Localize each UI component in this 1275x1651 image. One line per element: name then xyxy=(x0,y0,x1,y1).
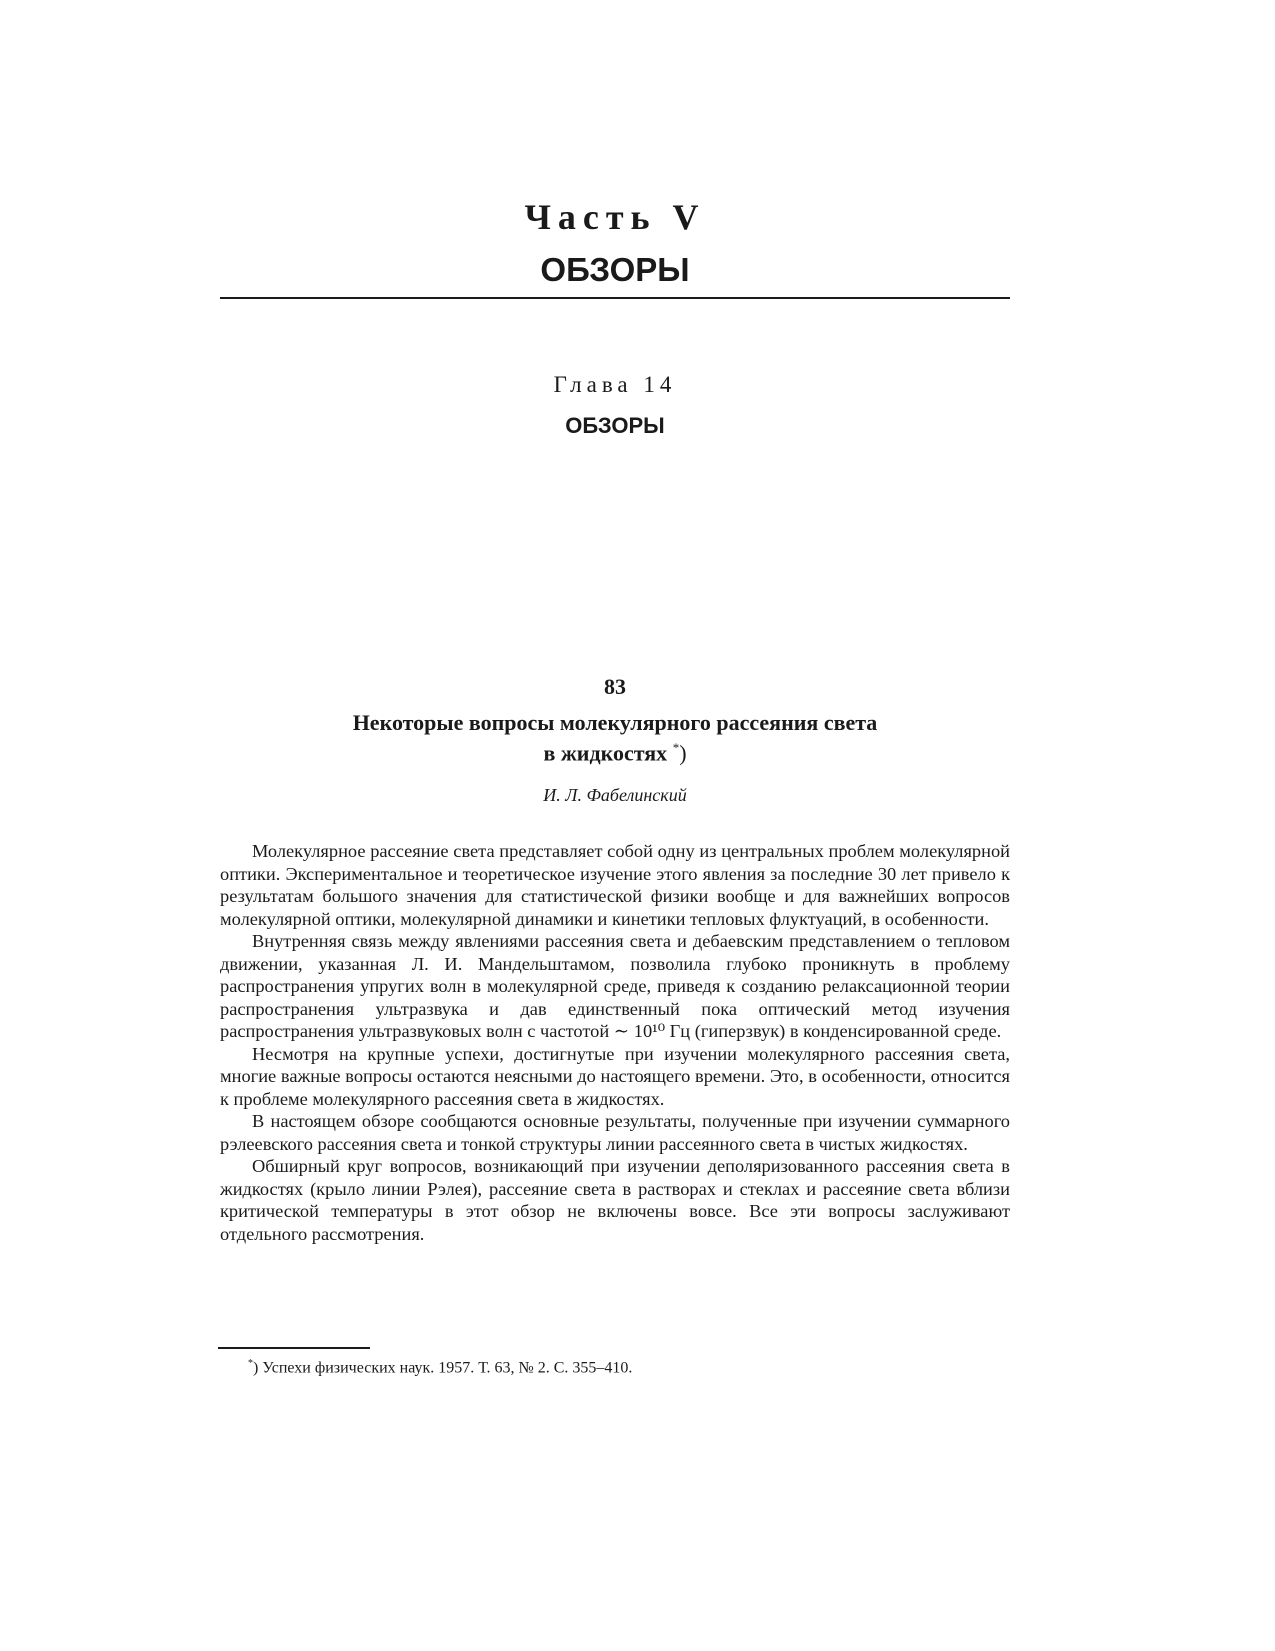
part-title: ОБЗОРЫ xyxy=(540,251,690,288)
part-divider xyxy=(220,297,1010,299)
article-title-line-2 xyxy=(220,735,1010,765)
footnote-reference: * xyxy=(672,740,680,755)
body-paragraph: Обширный круг вопросов, возникающий при изучении деполяризованного рассеяния света в жидкостях (крыло линии Рэлея), рассеяние света в растворах и стеклах и рассеяние света вблизи критической температуры в этот обзор не включены вовсе. Все эти вопросы заслуживают отдельного рассмотрения. xyxy=(220,1156,1010,1244)
part-label: Часть V xyxy=(524,197,706,237)
body-paragraph: В настоящем обзоре сообщаются основные результаты, полученные при изучении суммарного рэлеевского рассеяния света и тонкой структуры линии рассеянного света в чистых жидкостях. xyxy=(220,1111,1010,1154)
article-title xyxy=(220,710,1010,765)
article-number: 83 xyxy=(604,674,626,699)
footnote-marker: * xyxy=(248,1358,253,1369)
body-paragraph: Несмотря на крупные успехи, достигнутые при изучении молекулярного рассеяния света, многие важные вопросы остаются неясными до настоящего времени. Это, в особенности, относится к проблеме молекулярного рассеяния света в жидкостях. xyxy=(220,1043,1010,1109)
footnote-reference-paren: ) xyxy=(679,740,687,766)
body-paragraph: Внутренняя связь между явлениями рассеяния света и дебаевским представлением о тепловом движении, указанная Л. И. Мандельштамом, позволила глубоко проникнуть в проблему распространения упругих волн в молекулярной среде, приведя к созданию релаксационной теории распространения ультразвука и дав единственный пока оптический метод изучения распространения ультразвуковых волн с частотой ∼ 10¹⁰ Гц (гиперзвук) в конденсированной среде. xyxy=(220,931,1010,1041)
footnote-text: ) Успехи физических наук. 1957. Т. 63, № 2. С. 355–410. xyxy=(253,1359,633,1377)
body-paragraph: Молекулярное рассеяние света представляет собой одну из центральных проблем молекулярной оптики. Экспериментальное и теоретическое изучение этого явления за последние 30 лет привело к результатам большого значения для статистической физики вообще и для важнейших вопросов молекулярной оптики, молекулярной динамики и кинетики тепловых флуктуаций, в особенности. xyxy=(220,841,1010,929)
article-title-line-2-text: в жидкостях xyxy=(543,740,668,766)
article-author: И. Л. Фабелинский xyxy=(543,785,687,805)
footnote xyxy=(248,1353,1008,1379)
footnote-divider xyxy=(218,1347,370,1349)
chapter-label: Глава 14 xyxy=(553,372,677,397)
article-title-line-1: Некоторые вопросы молекулярного рассеяния света xyxy=(352,710,878,735)
article-body xyxy=(220,840,1010,1245)
chapter-title: ОБЗОРЫ xyxy=(565,413,665,438)
